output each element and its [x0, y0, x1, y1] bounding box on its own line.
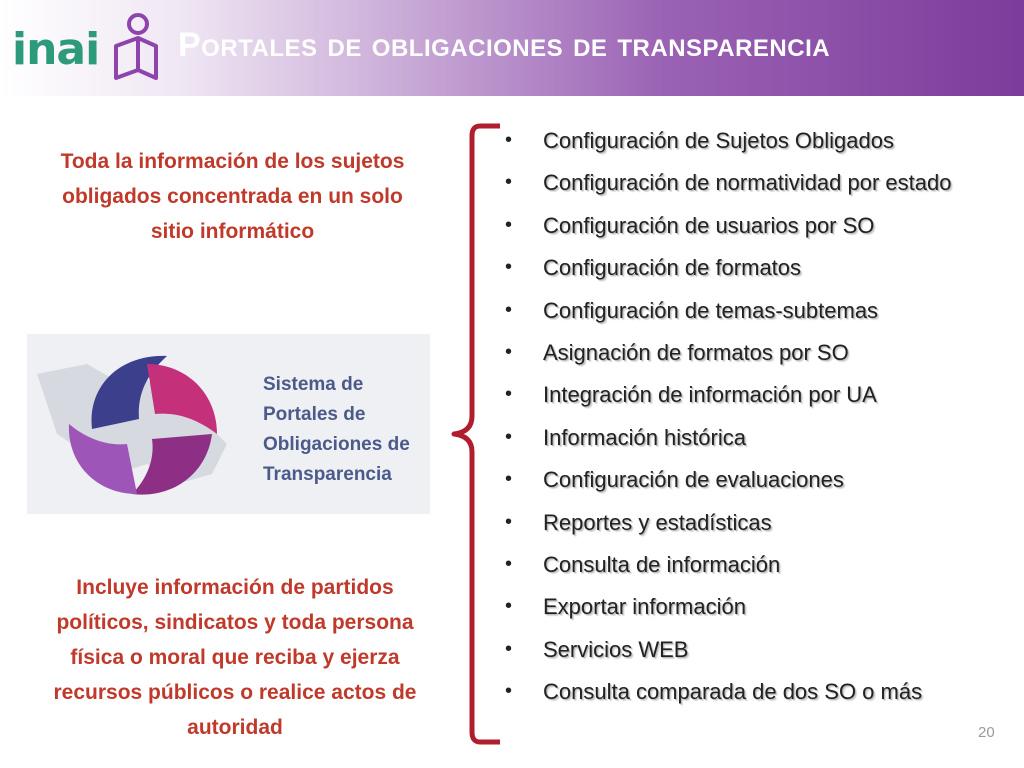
- list-item-label: Configuración de evaluaciones: [543, 467, 844, 493]
- list-item: [505, 336, 995, 369]
- list-item: [505, 590, 995, 623]
- list-item-label: Asignación de formatos por SO: [543, 339, 849, 365]
- list-item-label: Configuración de usuarios por SO: [543, 212, 875, 238]
- bullet-icon: •: [505, 425, 513, 448]
- inai-logo-text: inai: [12, 24, 100, 75]
- list-item: [505, 548, 995, 581]
- bullet-icon: •: [505, 510, 513, 533]
- bullet-icon: •: [505, 129, 513, 151]
- page-number: 20: [978, 724, 995, 741]
- list-item: [505, 506, 995, 539]
- callout-top-text: Toda la información de los sujetos obligados concentrada en un solo sitio informático: [60, 150, 405, 243]
- list-item: [505, 633, 995, 666]
- banner-line: Obligaciones de: [263, 434, 410, 455]
- list-item-label: Exportar información: [543, 594, 746, 620]
- banner-line: Transparencia: [263, 464, 392, 485]
- bullet-icon: •: [505, 171, 513, 194]
- list-item-label: Configuración de Sujetos Obligados: [543, 128, 895, 153]
- banner-line: Portales de: [263, 404, 366, 425]
- list-item-label: Configuración de normatividad por estado: [543, 170, 952, 196]
- list-item-label: Reportes y estadísticas: [543, 509, 772, 535]
- bullet-icon: •: [505, 637, 513, 660]
- list-item-label: Información histórica: [543, 424, 746, 450]
- bullet-icon: •: [505, 552, 513, 575]
- bullet-icon: •: [505, 383, 513, 406]
- list-item-label: Configuración de temas-subtemas: [543, 297, 879, 323]
- list-item-label: Integración de información por UA: [543, 382, 877, 408]
- bullet-icon: •: [505, 256, 513, 279]
- bullet-icon: •: [505, 680, 513, 703]
- bullet-icon: •: [505, 298, 513, 321]
- list-item: [505, 421, 995, 454]
- callout-bottom-text: Incluye información de partidos políticos, sindicatos y toda persona física o moral que reciba y ejerza recursos públicos o realice actos de autoridad: [53, 576, 417, 739]
- curly-brace-icon: [440, 120, 513, 750]
- list-item: [505, 209, 995, 242]
- list-item-label: Configuración de formatos: [543, 255, 802, 281]
- list-item: [505, 378, 995, 411]
- slide-header: [0, 0, 1024, 96]
- sipot-banner-image: [27, 334, 430, 514]
- inai-logo-icon: [108, 12, 158, 84]
- banner-line: Sistema de: [263, 374, 364, 395]
- list-item: [505, 675, 995, 708]
- list-item: [505, 166, 995, 199]
- banner-caption: [263, 370, 430, 490]
- bullet-icon: •: [505, 340, 513, 363]
- feature-list: [505, 124, 995, 717]
- list-item: [505, 294, 995, 327]
- bullet-icon: •: [505, 213, 513, 236]
- bullet-icon: •: [505, 595, 513, 618]
- list-item: [505, 124, 995, 157]
- page-title: Portales de obligaciones de transparencia: [178, 26, 831, 64]
- list-item-label: Servicios WEB: [543, 636, 689, 662]
- bullet-icon: •: [505, 468, 513, 491]
- list-item-label: Consulta comparada de dos SO o más: [543, 679, 923, 705]
- list-item: [505, 251, 995, 284]
- list-item-label: Consulta de información: [543, 551, 781, 577]
- list-item: [505, 463, 995, 496]
